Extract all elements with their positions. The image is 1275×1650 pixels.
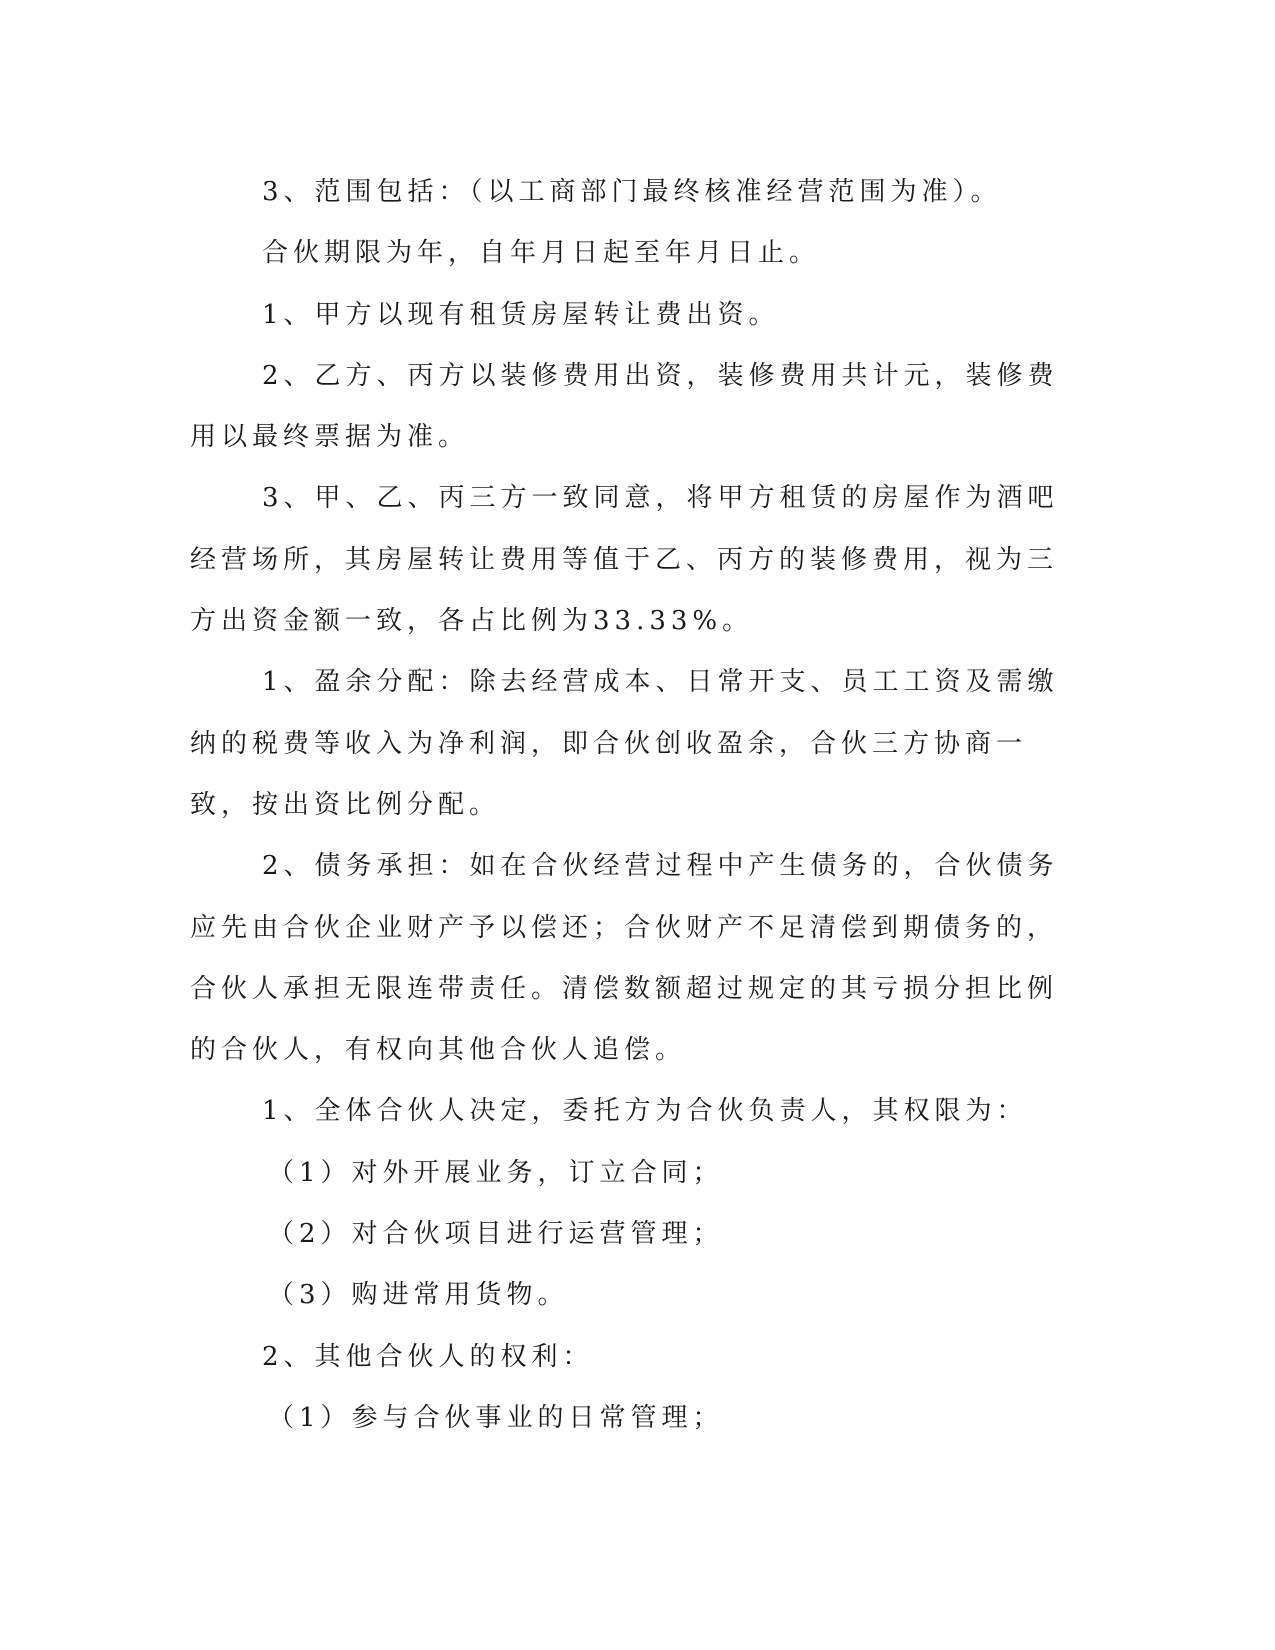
paragraph-contribution-party-a: 1、甲方以现有租赁房屋转让费出资。 (262, 299, 780, 330)
document-body (190, 162, 1070, 1449)
paragraph-partner-in-charge: 1、全体合伙人决定，委托方为合伙负责人，其权限为： (262, 1096, 1028, 1127)
paragraph-term: 合伙期限为年，自年月日起至年月日止。 (262, 238, 821, 269)
paragraph-profit-distribution: 1、盈余分配：除去经营成本、日常开支、员工工资及需缴纳的税费等收入为净利润，即合伙创收盈余，合伙三方协商一致，按出资比例分配。 (190, 667, 1059, 820)
list-item-rights-1: （1）参与合伙事业的日常管理； (268, 1402, 724, 1433)
paragraph-other-partner-rights: 2、其他合伙人的权利： (262, 1341, 594, 1372)
paragraph-contribution-parties-b-c: 2、乙方、丙方以装修费用出资，装修费用共计元，装修费用以最终票据为准。 (190, 360, 1059, 453)
paragraph-contribution-ratio: 3、甲、乙、丙三方一致同意，将甲方租赁的房屋作为酒吧经营场所，其房屋转让费用等值于乙、丙方的装修费用，视为三方出资金额一致，各占比例为33.33%。 (190, 483, 1059, 637)
list-item-authority-3: （3）购进常用货物。 (268, 1280, 569, 1311)
paragraph-debt-liability: 2、债务承担：如在合伙经营过程中产生债务的，合伙债务应先由合伙企业财产予以偿还；合伙财产不足清偿到期债务的，合伙人承担无限连带责任。清偿数额超过规定的其亏损分担比例的合伙人，有权向其他合伙人追偿。 (190, 851, 1059, 1066)
list-item-authority-2: （2）对合伙项目进行运营管理； (268, 1219, 724, 1250)
list-item-authority-1: （1）对外开展业务，订立合同； (268, 1157, 724, 1188)
paragraph-scope: 3、范围包括：（以工商部门最终核准经营范围为准）。 (262, 177, 1002, 207)
